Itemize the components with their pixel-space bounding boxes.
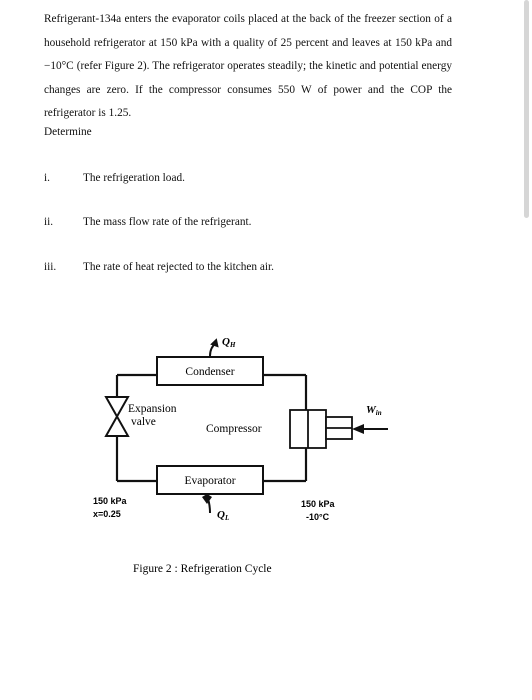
question-text: The rate of heat rejected to the kitchen air.: [83, 261, 275, 273]
figure-caption: Figure 2 : Refrigeration Cycle: [133, 563, 272, 575]
problem-statement: Refrigerant-134a enters the evaporator coils placed at the back of the freezer section of a household refrigerator at 150 kPa with a quality of 25 percent and leaves at 150 kPa and −10°C (refer Figure 2). The refrigerator operates steadily; the kinetic and potential energy changes are zero. If the compressor consumes 550 W of power and the COP the refrigerator is 1.25.: [44, 13, 452, 120]
question-text: The mass flow rate of the refrigerant.: [83, 216, 252, 228]
state-outlet-temperature: -10°C: [306, 512, 330, 522]
condenser-label: Condenser: [185, 366, 235, 378]
heat-absorbed-label: QL: [217, 509, 230, 522]
expansion-valve-label-2: valve: [131, 416, 156, 428]
evaporator-label: Evaporator: [184, 475, 236, 487]
expansion-valve-icon: [106, 397, 128, 436]
heat-absorbed-arrow-icon: [202, 494, 212, 513]
state-outlet-pressure: 150 kPa: [301, 499, 335, 509]
question-text: The refrigeration load.: [83, 172, 185, 184]
question-number: i.: [44, 172, 50, 184]
state-inlet-quality: x=0.25: [93, 509, 121, 519]
determine-label: Determine: [44, 126, 92, 138]
question-number: ii.: [44, 216, 54, 228]
expansion-valve-label: Expansion: [128, 403, 177, 415]
work-input-label: Win: [366, 404, 382, 417]
state-inlet-pressure: 150 kPa: [93, 496, 127, 506]
work-input-arrow-icon: [352, 424, 388, 434]
compressor-label: Compressor: [206, 423, 262, 435]
heat-rejected-label: QH: [222, 336, 236, 349]
question-number: iii.: [44, 261, 57, 273]
compressor-icon: [290, 410, 352, 448]
heat-rejected-arrow-icon: [210, 337, 221, 356]
